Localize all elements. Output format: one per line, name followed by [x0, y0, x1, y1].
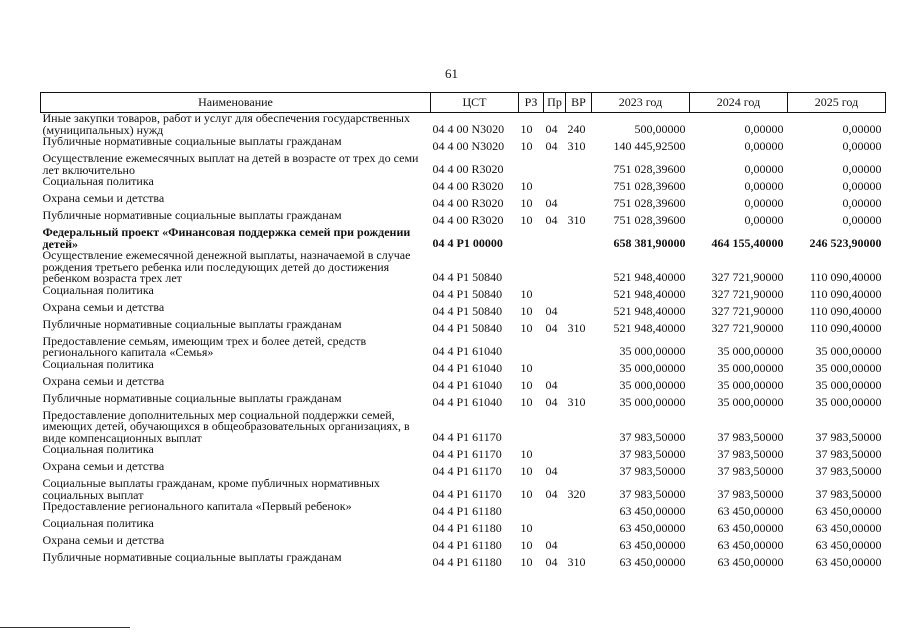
cell-name: Публичные нормативные социальные выплаты гражданам	[42, 550, 342, 564]
cell-y2025: 37 983,50000	[815, 463, 882, 478]
header-name: Наименование	[41, 93, 431, 113]
cell-y2023: 521 948,40000	[613, 270, 686, 284]
cell-y2025: 110 090,40000	[809, 287, 882, 301]
cell-y2023: 37 983,50000	[619, 429, 686, 444]
cell-pr	[544, 518, 566, 535]
cell-y2024: 37 983,50000	[717, 446, 784, 461]
cell-cst: 04 4 P1 61040	[432, 361, 503, 375]
cell-y2023: 751 028,39600	[613, 212, 686, 227]
cell-y2025: 37 983,50000	[815, 446, 882, 461]
table-row	[41, 393, 886, 410]
cell-y2023: 35 000,00000	[619, 395, 686, 409]
cell-rz	[519, 250, 544, 285]
cell-vr	[566, 518, 592, 535]
cell-pr	[544, 285, 566, 302]
cell-cst: 04 4 00 R3020	[432, 212, 504, 227]
cell-name: Социальная политика	[42, 282, 154, 297]
cell-y2024: 63 450,00000	[717, 554, 784, 569]
cell-y2023: 63 450,00000	[619, 503, 686, 518]
cell-name: Социальная политика	[42, 174, 154, 188]
cell-cst: 04 4 P1 61170	[432, 486, 502, 501]
cell-y2025: 63 450,00000	[815, 520, 882, 535]
cell-pr	[544, 176, 566, 193]
cell-y2023: 751 028,39600	[613, 178, 686, 193]
cell-cst: 04 4 P1 50840	[432, 304, 503, 318]
cell-name: Охрана семьи и детства	[42, 373, 165, 388]
cell-y2023: 37 983,50000	[619, 486, 686, 501]
cell-vr	[566, 359, 592, 376]
cell-cst: 04 4 P1 50840	[432, 270, 503, 284]
table-row	[41, 319, 886, 336]
table-row	[41, 153, 886, 176]
cell-y2023: 751 028,39600	[613, 195, 686, 210]
cell-y2025: 63 450,00000	[815, 537, 882, 552]
cell-name: Предоставление семьям, имеющим трех и более детей, средств регионального капитала «Семья»	[42, 333, 367, 359]
table-row	[41, 376, 886, 393]
cell-vr	[566, 461, 592, 478]
budget-table	[40, 92, 886, 569]
cell-y2024: 327 721,90000	[711, 270, 784, 284]
header-2023: 2023 год	[592, 93, 690, 113]
cell-rz	[519, 153, 544, 176]
cell-pr: 04	[545, 321, 558, 335]
cell-pr	[544, 410, 566, 445]
cell-pr	[544, 153, 566, 176]
cell-vr	[566, 336, 592, 359]
cell-rz: 10	[520, 304, 533, 318]
cell-y2023: 521 948,40000	[613, 321, 686, 335]
cell-cst: 04 4 P1 61170	[432, 429, 502, 444]
cell-y2024: 37 983,50000	[717, 463, 784, 478]
cell-y2023: 35 000,00000	[619, 361, 686, 375]
cell-y2024: 35 000,00000	[717, 344, 784, 358]
cell-y2025: 0,00000	[842, 195, 882, 210]
cell-y2023: 37 983,50000	[619, 446, 686, 461]
cell-y2024: 35 000,00000	[717, 378, 784, 392]
header-rz: РЗ	[519, 93, 544, 113]
cell-y2024: 63 450,00000	[717, 537, 784, 552]
cell-name: Охрана семьи и детства	[42, 533, 165, 547]
footer-rule	[0, 627, 130, 628]
cell-y2024: 35 000,00000	[717, 395, 784, 409]
cell-y2024: 0,00000	[744, 161, 784, 176]
cell-vr	[566, 410, 592, 445]
table-row	[41, 302, 886, 319]
cell-vr: 310	[567, 138, 586, 153]
cell-y2024: 63 450,00000	[717, 503, 784, 518]
cell-vr	[566, 193, 592, 210]
cell-y2025: 110 090,40000	[809, 270, 882, 284]
table-header-row	[41, 93, 886, 113]
cell-y2025: 0,00000	[842, 212, 882, 227]
cell-name: Охрана семьи и детства	[42, 191, 165, 205]
cell-y2025: 0,00000	[842, 121, 882, 136]
cell-rz	[519, 336, 544, 359]
cell-y2024: 37 983,50000	[717, 486, 784, 501]
cell-cst: 04 4 00 R3020	[432, 178, 504, 193]
cell-y2025: 37 983,50000	[815, 486, 882, 501]
cell-rz: 10	[520, 537, 533, 552]
cell-vr: 310	[567, 321, 586, 335]
cell-rz: 10	[520, 395, 533, 409]
header-2024: 2024 год	[690, 93, 788, 113]
cell-name: Охрана семьи и детства	[42, 299, 165, 314]
header-vr: ВР	[566, 93, 592, 113]
cell-name: Публичные нормативные социальные выплаты гражданам	[42, 208, 342, 222]
cell-pr: 04	[545, 378, 558, 392]
cell-vr: 310	[567, 212, 586, 227]
table-row	[41, 478, 886, 501]
table-row	[41, 410, 886, 445]
cell-name: Осуществление ежемесячных выплат на детей в возрасте от трех до семи лет включительно	[42, 151, 419, 177]
cell-rz	[519, 227, 544, 250]
cell-y2023: 521 948,40000	[613, 287, 686, 301]
cell-vr	[566, 376, 592, 393]
cell-name: Социальные выплаты гражданам, кроме публичных нормативных социальных выплат	[42, 476, 380, 502]
cell-y2025: 63 450,00000	[815, 554, 882, 569]
cell-vr: 240	[567, 121, 586, 136]
cell-vr	[566, 302, 592, 319]
cell-y2025: 35 000,00000	[815, 344, 882, 358]
cell-vr: 320	[567, 486, 586, 501]
cell-rz: 10	[520, 463, 533, 478]
cell-y2025: 110 090,40000	[809, 321, 882, 335]
cell-rz: 10	[520, 195, 533, 210]
cell-vr	[566, 227, 592, 250]
cell-y2025: 35 000,00000	[815, 361, 882, 375]
table-body	[41, 113, 886, 570]
cell-pr: 04	[545, 486, 558, 501]
cell-cst: 04 4 P1 61040	[432, 378, 503, 392]
cell-rz: 10	[520, 554, 533, 569]
cell-pr	[544, 336, 566, 359]
cell-name: Предоставление регионального капитала «Первый ребенок»	[42, 499, 352, 513]
cell-rz: 10	[520, 486, 533, 501]
cell-name: Социальная политика	[42, 442, 154, 456]
cell-name: Социальная политика	[42, 516, 154, 530]
cell-y2023: 63 450,00000	[619, 537, 686, 552]
cell-y2025: 63 450,00000	[815, 503, 882, 518]
cell-pr: 04	[545, 121, 558, 136]
cell-name: Осуществление ежемесячной денежной выплаты, назначаемой в случае рождения третьего ребенка или последующих детей до достижения ребенком возраста трех лет	[42, 248, 411, 285]
cell-y2024: 0,00000	[744, 138, 784, 153]
cell-name: Охрана семьи и детства	[42, 459, 165, 473]
cell-y2025: 0,00000	[842, 138, 882, 153]
cell-vr	[566, 176, 592, 193]
cell-pr: 04	[545, 138, 558, 153]
cell-rz: 10	[520, 446, 533, 461]
cell-cst: 04 4 P1 61170	[432, 446, 502, 461]
cell-pr: 04	[545, 554, 558, 569]
cell-y2025: 246 523,90000	[809, 235, 882, 250]
cell-cst: 04 4 00 N3020	[432, 138, 505, 153]
cell-y2024: 0,00000	[744, 178, 784, 193]
cell-y2024: 35 000,00000	[717, 361, 784, 375]
cell-rz: 10	[520, 321, 533, 335]
cell-y2025: 0,00000	[842, 161, 882, 176]
cell-vr: 310	[567, 395, 586, 409]
cell-y2025: 35 000,00000	[815, 378, 882, 392]
table-row	[41, 285, 886, 302]
cell-vr	[566, 285, 592, 302]
cell-y2024: 0,00000	[744, 195, 784, 210]
table-row	[41, 552, 886, 569]
cell-rz	[519, 501, 544, 518]
cell-y2023: 37 983,50000	[619, 463, 686, 478]
page-number: 61	[445, 66, 458, 81]
table-row	[41, 359, 886, 376]
cell-vr	[566, 501, 592, 518]
cell-cst: 04 4 P1 61180	[432, 520, 502, 535]
cell-rz: 10	[520, 361, 533, 375]
cell-rz: 10	[520, 138, 533, 153]
cell-y2024: 327 721,90000	[711, 287, 784, 301]
cell-vr	[566, 535, 592, 552]
cell-vr	[566, 250, 592, 285]
cell-pr: 04	[545, 195, 558, 210]
cell-y2025: 35 000,00000	[815, 395, 882, 409]
cell-cst: 04 4 P1 61180	[432, 554, 502, 569]
cell-name: Публичные нормативные социальные выплаты гражданам	[42, 390, 342, 405]
cell-y2023: 521 948,40000	[613, 304, 686, 318]
cell-name: Иные закупки товаров, работ и услуг для обеспечения государственных (муниципальных) нужд	[42, 111, 410, 137]
cell-cst: 04 4 P1 61180	[432, 503, 502, 518]
cell-cst: 04 4 P1 61180	[432, 537, 502, 552]
cell-rz: 10	[520, 520, 533, 535]
header-pr: Пр	[544, 93, 566, 113]
cell-vr	[566, 153, 592, 176]
header-cst: ЦСТ	[431, 93, 519, 113]
cell-pr: 04	[545, 212, 558, 227]
cell-rz: 10	[520, 178, 533, 193]
cell-y2023: 140 445,92500	[613, 138, 686, 153]
table-row	[41, 501, 886, 518]
cell-pr: 04	[545, 463, 558, 478]
cell-y2024: 63 450,00000	[717, 520, 784, 535]
cell-y2023: 751 028,39600	[613, 161, 686, 176]
cell-y2024: 0,00000	[744, 121, 784, 136]
cell-pr: 04	[545, 395, 558, 409]
cell-y2023: 63 450,00000	[619, 520, 686, 535]
cell-cst: 04 4 P1 50840	[432, 287, 503, 301]
header-2025: 2025 год	[788, 93, 886, 113]
cell-y2025: 37 983,50000	[815, 429, 882, 444]
cell-rz	[519, 410, 544, 445]
cell-pr	[544, 359, 566, 376]
cell-cst: 04 4 00 N3020	[432, 121, 505, 136]
cell-cst: 04 4 P1 61040	[432, 344, 503, 358]
cell-cst: 04 4 00 R3020	[432, 161, 504, 176]
table-row	[41, 176, 886, 193]
cell-pr: 04	[545, 304, 558, 318]
cell-pr	[544, 227, 566, 250]
cell-y2023: 658 381,90000	[613, 235, 686, 250]
cell-y2023: 35 000,00000	[619, 378, 686, 392]
cell-y2023: 63 450,00000	[619, 554, 686, 569]
cell-name: Публичные нормативные социальные выплаты гражданам	[42, 316, 342, 331]
cell-name: Федеральный проект «Финансовая поддержка семей при рождении детей»	[42, 225, 411, 251]
cell-pr	[544, 250, 566, 285]
table-row	[41, 444, 886, 461]
cell-cst: 04 4 P1 61170	[432, 463, 502, 478]
cell-name: Публичные нормативные социальные выплаты гражданам	[42, 134, 342, 148]
cell-y2023: 500,00000	[634, 121, 686, 136]
cell-y2023: 35 000,00000	[619, 344, 686, 358]
cell-y2024: 327 721,90000	[711, 321, 784, 335]
cell-pr	[544, 444, 566, 461]
table-row	[41, 336, 886, 359]
cell-y2024: 37 983,50000	[717, 429, 784, 444]
table-row	[41, 250, 886, 285]
cell-rz: 10	[520, 212, 533, 227]
cell-vr	[566, 444, 592, 461]
cell-cst: 04 4 00 R3020	[432, 195, 504, 210]
table-row	[41, 518, 886, 535]
cell-pr	[544, 501, 566, 518]
table-row	[41, 227, 886, 250]
cell-vr: 310	[567, 554, 586, 569]
cell-name: Предоставление дополнительных мер социальной поддержки семей, имеющих детей, обучающихся в общеобразовательных организациях, в виде компенсационных выплат	[42, 407, 410, 445]
cell-name: Социальная политика	[42, 356, 154, 371]
cell-rz: 10	[520, 378, 533, 392]
cell-y2024: 464 155,40000	[711, 235, 784, 250]
cell-cst: 04 4 P1 61040	[432, 395, 503, 409]
cell-cst: 04 4 P1 50840	[432, 321, 503, 335]
cell-rz: 10	[520, 287, 533, 301]
cell-y2025: 110 090,40000	[809, 304, 882, 318]
cell-cst: 04 4 P1 00000	[432, 235, 503, 250]
cell-pr: 04	[545, 537, 558, 552]
cell-y2024: 327 721,90000	[711, 304, 784, 318]
cell-y2024: 0,00000	[744, 212, 784, 227]
cell-rz: 10	[520, 121, 533, 136]
table-row	[41, 113, 886, 137]
cell-y2025: 0,00000	[842, 178, 882, 193]
